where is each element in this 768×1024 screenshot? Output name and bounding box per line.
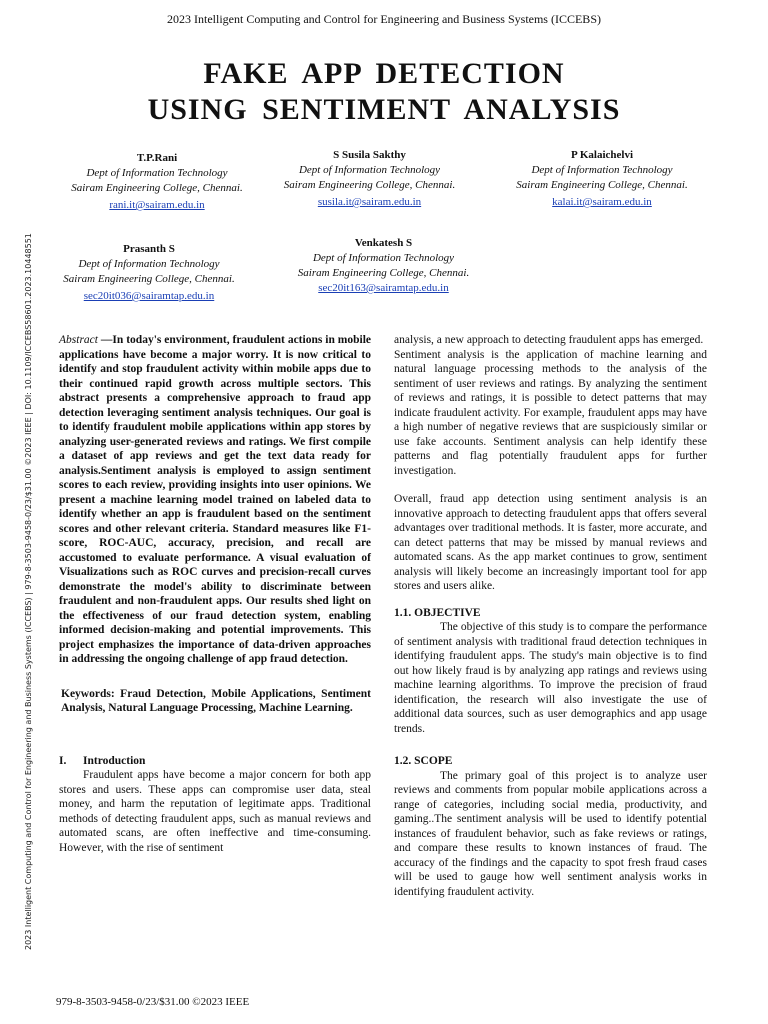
right-column [394,333,707,899]
author-name: P Kalaichelvi [570,149,634,161]
title-line-2: USING SENTIMENT ANALYSIS [147,93,621,126]
author-email[interactable]: kalai.it@sairam.edu.in [552,196,652,208]
overall-paragraph: Overall, fraud app detection using sentiment analysis is an innovative approach to detecting fraudulent apps that offers several advantages over traditional methods. It is faster, more accurate, and can detect patterns that may be missed by manual reviews and automated scans. As the app market continues to grow, sentiment analysis will likely become an increasingly important tool for app stores and users alike. [394,493,707,592]
title-line-1: FAKE APP DETECTION [203,57,565,90]
author-institution: Sairam Engineering College, Chennai. [71,182,243,194]
author-institution: Sairam Engineering College, Chennai. [283,179,456,191]
left-column [59,333,371,855]
scope-heading: 1.2. SCOPE [394,755,453,767]
abstract-lead: Abstract [59,334,98,346]
doi-sidebar: 2023 Intelligent Computing and Control for Engineering and Business Systems (ICCEBS) | 979-8-3503-9458-0/23/$31.00 ©2023 IEEE | DOI: 10.1109/ICCEBS58601.2023.10448551 [24,233,33,950]
author-institution: Sairam Engineering College, Chennai. [516,179,688,191]
author-2 [262,148,477,210]
author-institution: Sairam Engineering College, Chennai. [297,267,470,279]
objective-paragraph: The objective of this study is to compare the performance of sentiment analysis with traditional fraud detection techniques in identifying fraudulent apps. The study's main objective is to find out how likely fraud is by analyzing app ratings and reviews using machine learning algorithms. To improve the precision of fraud identification, the research will also investigate the use of additional data sources, such as user demographics and app usage trends. [394,621,707,735]
author-email[interactable]: rani.it@sairam.edu.in [109,199,205,211]
author-email[interactable]: sec20it036@sairamtap.edu.in [83,290,215,302]
author-email[interactable]: sec20it163@sairamtap.edu.in [318,282,449,294]
keywords: Keywords: Fraud Detection, Mobile Applications, Sentiment Analysis, Natural Language Processing, Machine Learning. [61,687,371,714]
author-dept: Dept of Information Technology [298,164,441,176]
author-4 [44,242,254,304]
author-name: S Susila Sakthy [333,149,406,161]
copyright-footer: 979-8-3503-9458-0/23/$31.00 ©2023 IEEE [56,996,250,1008]
author-email[interactable]: susila.it@sairam.edu.in [317,196,422,208]
author-name: Venkatesh S [354,237,413,249]
author-dept: Dept of Information Technology [531,164,673,176]
author-name: T.P.Rani [136,152,178,164]
sentiment-paragraph: Sentiment analysis is the application of machine learning and natural language processing methods to the analysis of the sentiment of user reviews and ratings. By analyzing the sentiment of reviews and ratings, it is possible to detect patterns that may indicate fraudulent activity. For example, fraudulent apps may have a high number of negative reviews that are suspiciously similar or use fake accounts. Sentiment analysis can help identify these patterns and flag potentially fraudulent apps for further investigation. [394,348,707,477]
abstract [59,333,371,667]
intro-paragraph: Fraudulent apps have become a major concern for both app stores and users. These apps can compromise user data, steal money, and harm the reputation of legitimate apps. Traditional methods of detecting fraudulent apps, such as manual reviews and automated scans, are often ineffective and time-consuming. However, with the rise of sentiment [59,769,371,854]
intro-continued: analysis, a new approach to detecting fraudulent apps has emerged. [394,334,704,346]
abstract-body: —In today's environment, fraudulent actions in mobile applications have become a major worry. It is now critical to identify and stop fraudulent activity within mobile apps due to their continued rapid growth across multiple sectors. This abstract presents a comprehensive approach to fraud app detection leveraging sentiment analysis techniques. Our goal is to identify fraudulent mobile applications within app stores by analyzing user-generated reviews and ratings. We first compile a dataset of app reviews and get the text data ready for analysis.Sentiment analysis is employed to assign sentiment scores to each review, providing insights into user opinions. We present a machine learning model trained on labeled data to identify whether an app is fraudulent based on the sentiment scores and other relevant criteria. Standard measures like F1-score, ROC-AUC, accuracy, precision, and recall are accustomed to evaluate performance. A visual evaluation of Visualizations such as ROC curves and precision-recall curves demonstrate the model's ability to discriminate between fraudulent and non-fraudulent apps. Our results shed light on the effectiveness of our fraud detection system, enabling informed decision-making and potential improvements. This project emphasizes the importance of data-driven approaches in addressing the ongoing challenge of app fraud detection. [59,334,371,665]
intro-title: Introduction [83,754,146,767]
author-name: Prasanth S [123,243,175,255]
author-5 [276,236,491,296]
scope-paragraph: The primary goal of this project is to analyze user reviews and comments from popular mobile applications across a range of categories, including social media, productivity, and gaming..The sentiment analysis will be used to identify potential instances of fraudulent behavior, such as fake reviews or ratings, and compare these results to known instances of fraud. The accuracy of the findings and the capacity to spot fresh fraud cases will be used to gauge how well sentiment analysis works in identifying fraudulent activity. [394,769,707,898]
paper-title [0,56,768,128]
author-dept: Dept of Information Technology [86,167,228,179]
conference-header: 2023 Intelligent Computing and Control for Engineering and Business Systems (ICCEBS) [167,12,601,26]
author-dept: Dept of Information Technology [312,252,455,264]
intro-heading [59,754,371,769]
objective-heading: 1.1. OBJECTIVE [394,606,481,619]
intro-number: I. [59,754,67,767]
author-3 [497,148,707,210]
author-institution: Sairam Engineering College, Chennai. [63,273,235,285]
author-1 [52,151,262,213]
author-dept: Dept of Information Technology [78,258,220,270]
